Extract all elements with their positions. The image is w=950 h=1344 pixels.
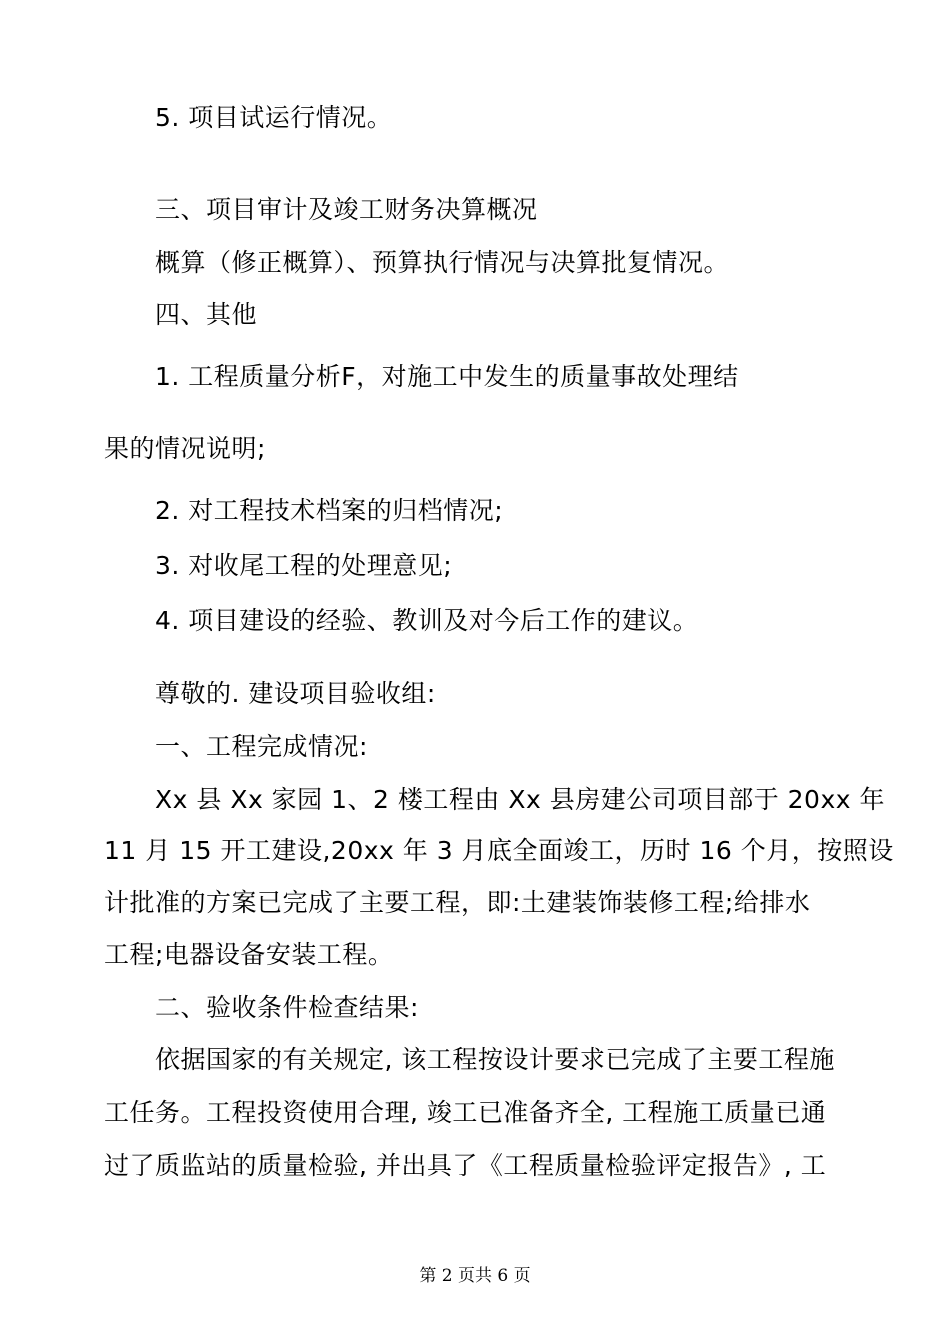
- page-number-footer: 第 2 页共 6 页: [419, 1266, 531, 1286]
- body-line: 概算（修正概算）、预算执行情况与决算批复情况。: [155, 248, 730, 277]
- body-line: 11 月 15 开工建设,20xx 年 3 月底全面竣工，历时 16 个月，按照设: [104, 836, 894, 865]
- salutation: 尊敬的. 建设项目验收组:: [155, 679, 436, 708]
- body-line: Xx 县 Xx 家园 1、2 楼工程由 Xx 县房建公司项目部于 20xx 年: [155, 785, 885, 814]
- section-heading: 三、项目审计及竣工财务决算概况: [155, 195, 538, 224]
- body-line: 5. 项目试运行情况。: [155, 103, 393, 132]
- body-line: 1. 工程质量分析F，对施工中发生的质量事故处理结: [155, 362, 739, 391]
- body-line: 过了质监站的质量检验, 并出具了《工程质量检验评定报告》, 工: [104, 1151, 827, 1180]
- body-line: 工程;电器设备安装工程。: [104, 940, 394, 969]
- body-line: 2. 对工程技术档案的归档情况;: [155, 496, 504, 525]
- body-line: 计批准的方案已完成了主要工程，即:土建装饰装修工程;给排水: [104, 888, 811, 917]
- body-line: 4. 项目建设的经验、教训及对今后工作的建议。: [155, 606, 699, 635]
- body-line: 依据国家的有关规定, 该工程按设计要求已完成了主要工程施: [155, 1045, 835, 1074]
- body-line: 工任务。工程投资使用合理, 竣工已准备齐全, 工程施工质量已通: [104, 1098, 827, 1127]
- section-heading: 二、验收条件检查结果:: [155, 993, 419, 1022]
- section-heading: 四、其他: [155, 300, 258, 329]
- section-heading: 一、工程完成情况:: [155, 732, 368, 761]
- body-line: 果的情况说明;: [104, 434, 266, 463]
- body-line: 3. 对收尾工程的处理意见;: [155, 551, 453, 580]
